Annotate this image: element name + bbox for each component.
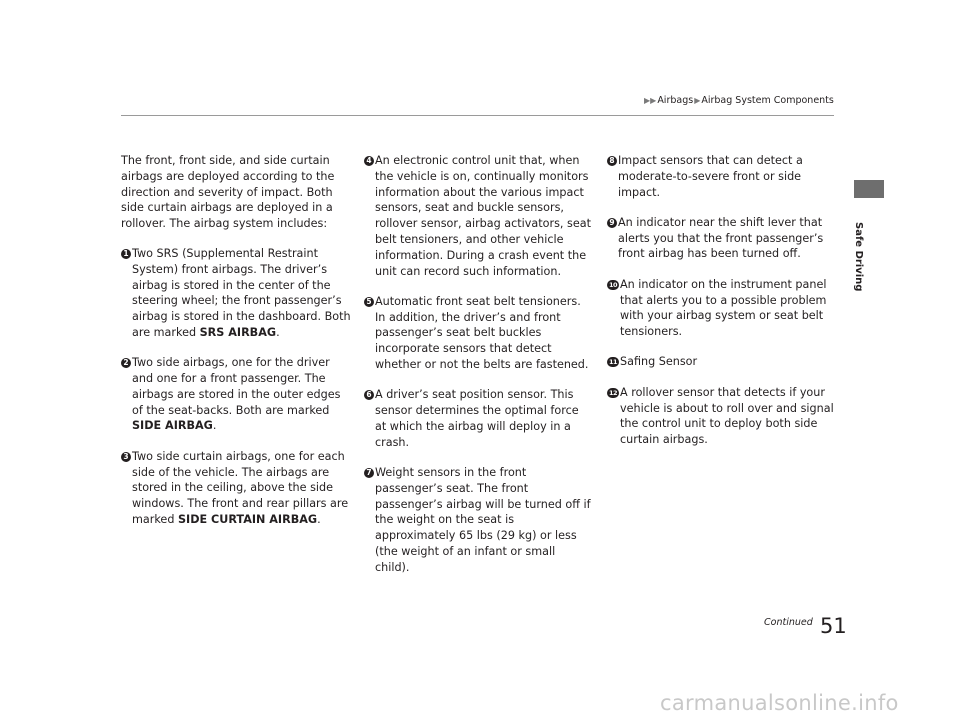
item-label-bold: SIDE AIRBAG [132,419,213,433]
item-text-end: . [317,512,321,526]
list-item [607,385,835,448]
breadcrumb-item-airbag-system-components[interactable]: Airbag System Components [701,95,834,106]
item-text: Safing Sensor [620,355,698,369]
list-item [607,153,835,200]
list-item [364,465,593,576]
item-number-badge: 6 [364,390,374,400]
item-number-badge: 2 [121,358,131,368]
item-text: Two side airbags, one for the driver and one for a front passenger. The airbags are stored in the outer edges of the seat-backs. Both are marked [132,356,341,417]
section-label: Safe Driving [853,222,864,292]
list-item [364,153,593,279]
item-number-badge: 1 [121,249,131,259]
item-number-badge: 7 [364,468,374,478]
item-text: Two SRS (Supplemental Restraint System) front airbags. The driver’s airbag is stored in the center of the steering wheel; the front passenger’s airbag is stored in the dashboard. Both are marked [132,246,351,339]
list-item [607,354,835,370]
item-label-bold: SRS AIRBAG [199,325,277,339]
list-item [364,387,593,450]
list-item [121,449,353,528]
item-number-badge: 12 [608,388,618,397]
header-divider [121,115,834,116]
item-number-badge: 11 [608,358,618,367]
item-number-badge: 9 [607,218,617,228]
item-number-badge: 8 [607,156,617,166]
item-text-end: . [212,419,217,433]
column-3 [607,153,835,462]
column-1 [121,153,353,542]
column-2 [364,153,593,590]
list-item [607,215,835,262]
item-text: A rollover sensor that detects if your vehicle is about to roll over and signal the control unit to deploy both side curtain airbags. [620,385,834,447]
item-text-end: . [276,325,280,339]
breadcrumb-item-airbags[interactable]: Airbags [657,95,694,106]
list-item [121,246,353,341]
continued-label: Continued [764,617,813,628]
item-label-bold: SIDE CURTAIN AIRBAG [177,512,318,526]
list-item [121,355,353,434]
item-text: Impact sensors that can detect a moderate-to-severe front or side impact. [618,154,803,199]
list-item [364,294,593,373]
item-number-badge: 3 [121,452,131,462]
breadcrumb-arrow-icon: ▶ [694,96,701,105]
item-number-badge: 4 [364,156,374,166]
section-tab-marker [854,180,884,198]
item-text: An indicator on the instrument panel that alerts you to a possible problem with your airbag system or seat belt tensioners. [620,277,827,339]
item-number-badge: 10 [608,280,618,289]
item-text: Two side curtain airbags, one for each side of the vehicle. The airbags are stored in the ceiling, above the side windows. The front and rear pillars are marked [132,449,349,526]
list-item [607,277,835,340]
item-number-badge: 5 [364,297,374,307]
item-text: A driver’s seat position sensor. This sensor determines the optimal force at which the airbag will deploy in a crash. [375,388,579,449]
intro-paragraph: The front, front side, and side curtain airbags are deployed according to the direction and severity of impact. Both side curtain airbags are deployed in a rollover. The airbag system includes: [121,154,335,231]
item-text: Weight sensors in the front passenger’s seat. The front passenger’s airbag will be turned off if the weight on the seat is approximately 65 lbs (29 kg) or less (the weight of an infant or small child). [375,466,591,574]
item-text: Automatic front seat belt tensioners. In addition, the driver’s and front passenger’s seat belt buckles incorporate sensors that detect whether or not the belts are fastened. [375,294,589,372]
breadcrumb [643,95,834,106]
breadcrumb-arrow-icon: ▶▶ [644,96,657,105]
item-text: An electronic control unit that, when the vehicle is on, continually monitors information about the various impact sensors, seat and buckle sensors, rollover sensor, airbag activators, seat belt tensioners, and other vehicle information. During a crash event the unit can record such information. [375,154,591,278]
watermark-logo: carmanualsonline.info [660,691,899,715]
page-number: 51 [820,614,847,638]
item-text: An indicator near the shift lever that alerts you that the front passenger’s front airbag has been turned off. [618,215,824,261]
